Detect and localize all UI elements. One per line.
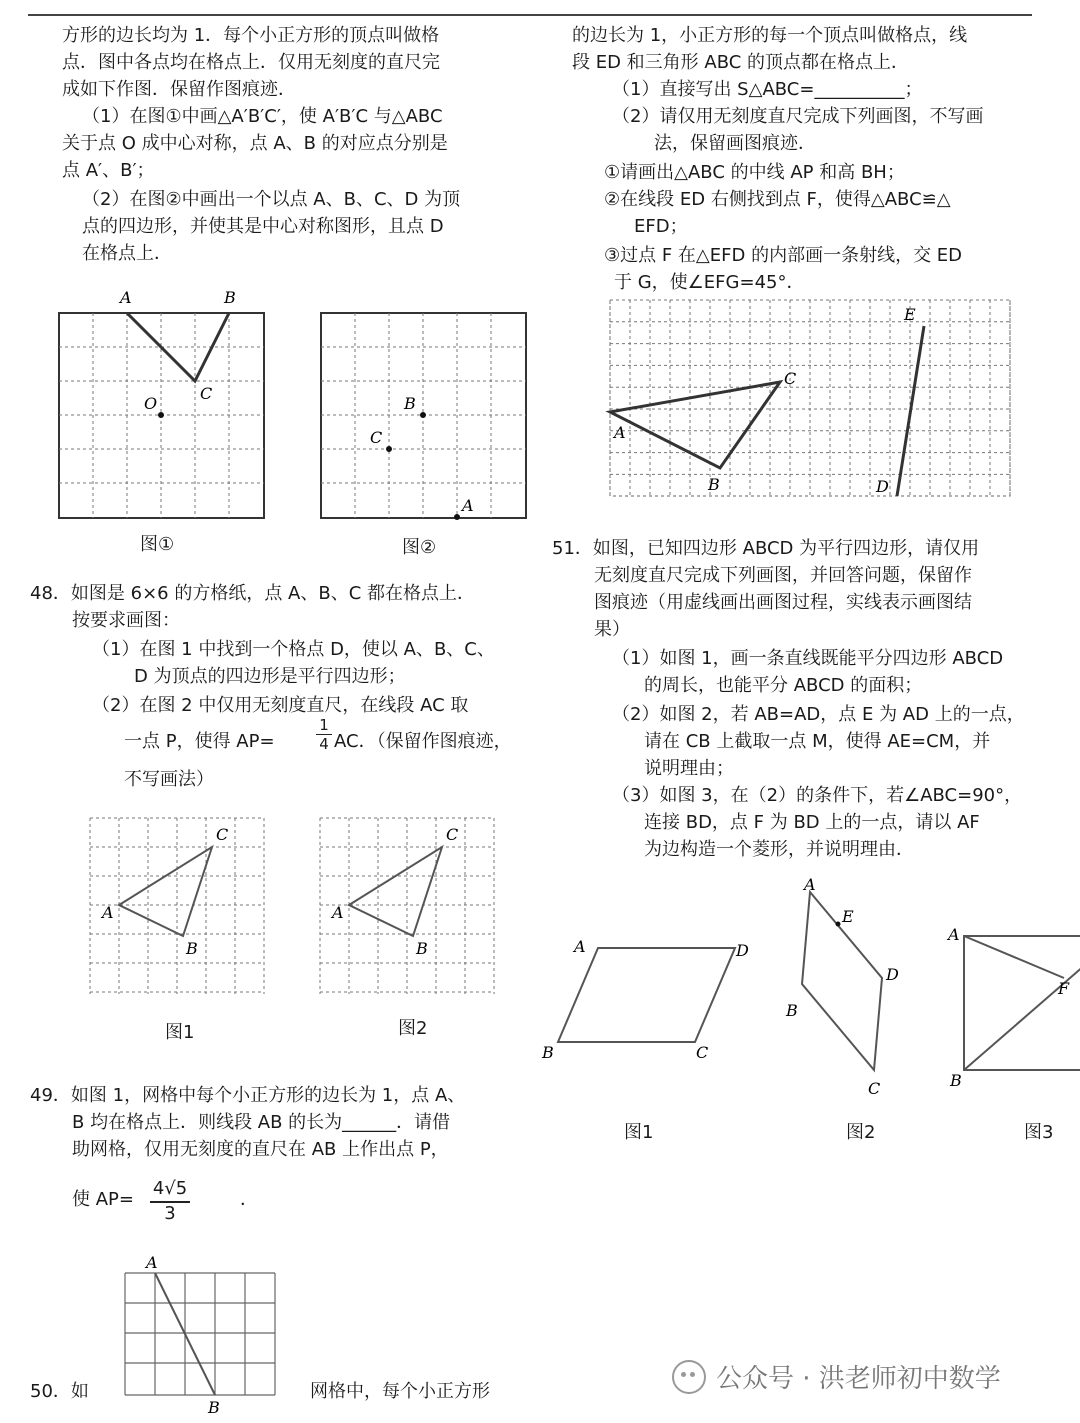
segment-a-c-b: [127, 313, 229, 381]
label-b: B: [404, 394, 416, 413]
label-a: A: [804, 875, 816, 894]
caption-fig-1: 图1: [165, 1022, 195, 1043]
q47-figure-1: [50, 285, 272, 530]
text-line: 点 A′、B′；: [62, 160, 155, 181]
q48-figure-1: [80, 808, 280, 1008]
text-line: （2）请仅用无刻度直尺完成下列画图，不写画: [612, 106, 984, 127]
text-line: （2）如图 2，若 AB=AD，点 E 为 AD 上的一点，: [612, 704, 1025, 725]
label-a: A: [120, 288, 132, 307]
label-a: A: [102, 903, 114, 922]
diagonal-bd: [964, 952, 1080, 1070]
text-line: 说明理由；: [644, 758, 734, 779]
text-line: 点的四边形，并使其是中心对称图形，且点 D: [82, 216, 444, 237]
segment-af: [964, 936, 1064, 978]
triangle-abc: [610, 382, 780, 468]
text-line: 的周长，也能平分 ABCD 的面积；: [644, 675, 923, 696]
q47-figure-2: [312, 285, 534, 530]
text-line: （2）在图 2 中仅用无刻度直尺，在线段 AC 取: [92, 695, 469, 716]
text-line: EFD；: [634, 216, 688, 237]
text-line: 关于点 O 成中心对称，点 A、B 的对应点分别是: [62, 133, 448, 154]
text-line: （1）在图 1 中找到一个格点 D，使以 A、B、C、: [92, 639, 495, 660]
text-line: 图痕迹（用虚线画出画图过程，实线表示画图结: [594, 592, 972, 613]
text-line: 成如下作图．保留作图痕迹．: [62, 79, 296, 100]
label-c: C: [868, 1079, 881, 1098]
label-d: D: [886, 965, 899, 984]
label-a: A: [948, 925, 960, 944]
label-b: B: [542, 1043, 554, 1062]
q48-figure-2: [310, 808, 510, 1008]
text-line: ．: [240, 1189, 258, 1210]
text-line: 果）: [594, 619, 630, 640]
label-e: E: [904, 305, 916, 324]
parallelogram-abcd: [558, 948, 735, 1042]
text-line: 一点 P，使得 AP=: [124, 731, 275, 752]
label-b: B: [950, 1071, 962, 1090]
caption-fig-1: 图1: [624, 1122, 654, 1143]
text-line: 于 G，使∠EFG=45°．: [614, 272, 805, 293]
solid-grid: [125, 1273, 275, 1395]
caption-fig-2: 图2: [846, 1122, 876, 1143]
label-c: C: [446, 825, 459, 844]
triangle-abc: [349, 847, 442, 936]
point-o: [158, 412, 164, 418]
text-line: 51．如图，已知四边形 ABCD 为平行四边形，请仅用: [552, 538, 980, 559]
point-a: [454, 514, 460, 520]
q51-figure-2: [780, 874, 910, 1104]
label-f: F: [1058, 979, 1070, 998]
text-line: 点．图中各点均在格点上．仅用无刻度的直尺完: [62, 52, 440, 73]
label-c: C: [200, 384, 213, 403]
text-line: （1）如图 1，画一条直线既能平分四边形 ABCD: [612, 648, 1004, 669]
text-line: （1）在图①中画△A′B′C′，使 A′B′C 与△ABC: [82, 106, 443, 127]
label-b: B: [208, 1398, 220, 1417]
label-d: D: [736, 941, 749, 960]
label-c: C: [696, 1043, 709, 1062]
text-line: 连接 BD，点 F 为 BD 上的一点，请以 AF: [644, 812, 980, 833]
point-c: [386, 446, 392, 452]
label-e: E: [842, 907, 854, 926]
label-c: C: [784, 369, 797, 388]
text-line: D 为顶点的四边形是平行四边形；: [134, 666, 406, 687]
text-line: ①请画出△ABC 的中线 AP 和高 BH；: [604, 162, 905, 183]
label-c: C: [370, 428, 383, 447]
text-line: 按要求画图：: [72, 610, 180, 631]
text-line: （2）在图②中画出一个以点 A、B、C、D 为顶: [82, 189, 461, 210]
text-line: ②在线段 ED 右侧找到点 F，使得△ABC≌△: [604, 189, 951, 210]
q50-tail: 网格中，每个小正方形: [310, 1381, 490, 1402]
text-line: ③过点 F 在△EFD 的内部画一条射线，交 ED: [604, 245, 963, 266]
label-a: A: [146, 1253, 158, 1272]
text-line: （1）直接写出 S△ABC=__________；: [612, 79, 923, 100]
dashed-grid: [320, 818, 494, 994]
text-line: 不写画法）: [124, 769, 214, 790]
caption-fig-3: 图3: [1024, 1122, 1054, 1143]
q51-figure-1: [540, 930, 760, 1070]
text-line: （3）如图 3，在（2）的条件下，若∠ABC=90°，: [612, 785, 1023, 806]
caption-fig-2: 图②: [402, 537, 437, 558]
watermark: [672, 1358, 1001, 1395]
point-b: [420, 412, 426, 418]
text-line: 方形的边长均为 1．每个小正方形的顶点叫做格: [62, 25, 440, 46]
text-line: 在格点上．: [82, 243, 172, 264]
label-b: B: [416, 939, 428, 958]
label-b: B: [708, 475, 720, 494]
label-c: C: [216, 825, 229, 844]
text-line: 使 AP=: [72, 1189, 134, 1210]
text-line: 48．如图是 6×6 的方格纸，点 A、B、C 都在格点上．: [30, 583, 476, 604]
label-a: A: [614, 423, 626, 442]
label-b: B: [224, 288, 236, 307]
label-b: B: [186, 939, 198, 958]
q51-figure-3: [940, 918, 1080, 1098]
label-b: B: [786, 1001, 798, 1020]
text-line: 法，保留画图痕迹．: [654, 133, 816, 154]
text-line: 无刻度直尺完成下列画图，并回答问题，保留作: [594, 565, 972, 586]
top-rule: [28, 14, 1032, 16]
text-line: 请在 CB 上截取一点 M，使得 AE=CM，并: [644, 731, 991, 752]
fraction-one-quarter: 1 4: [316, 716, 332, 753]
square-abcd: [964, 936, 1080, 1070]
q50-figure: [604, 296, 1014, 502]
text-line: B 均在格点上．则线段 AB 的长为______．请借: [72, 1112, 451, 1133]
watermark-text: 公众号 · 洪老师初中数学: [716, 1364, 1001, 1394]
triangle-abc: [119, 847, 212, 936]
label-a: A: [462, 496, 474, 515]
label-o: O: [144, 394, 158, 413]
wechat-icon: [672, 1360, 706, 1394]
q50-start: 50．如: [30, 1381, 89, 1402]
caption-fig-2: 图2: [398, 1018, 428, 1039]
text-line: 段 ED 和三角形 ABC 的顶点都在格点上．: [572, 52, 910, 73]
dashed-grid: [610, 300, 1010, 496]
dashed-grid: [90, 818, 264, 994]
point-e: [836, 922, 841, 927]
label-a: A: [332, 903, 344, 922]
text-line: 49．如图 1，网格中每个小正方形的边长为 1，点 A、: [30, 1085, 466, 1106]
text-line: 为边构造一个菱形，并说明理由．: [644, 839, 914, 860]
label-a: A: [574, 937, 586, 956]
q49-figure: [118, 1250, 288, 1420]
fraction-4-root5-over-3: $\frac{4√5}{3}$: [150, 1178, 190, 1224]
text-line: AC．（保留作图痕迹，: [334, 731, 512, 752]
text-line: 助网格，仅用无刻度的直尺在 AB 上作出点 P，: [72, 1139, 449, 1160]
label-d: D: [876, 477, 889, 496]
text-line: 的边长为 1，小正方形的每一个顶点叫做格点，线: [572, 25, 968, 46]
caption-fig-1: 图①: [140, 534, 175, 555]
